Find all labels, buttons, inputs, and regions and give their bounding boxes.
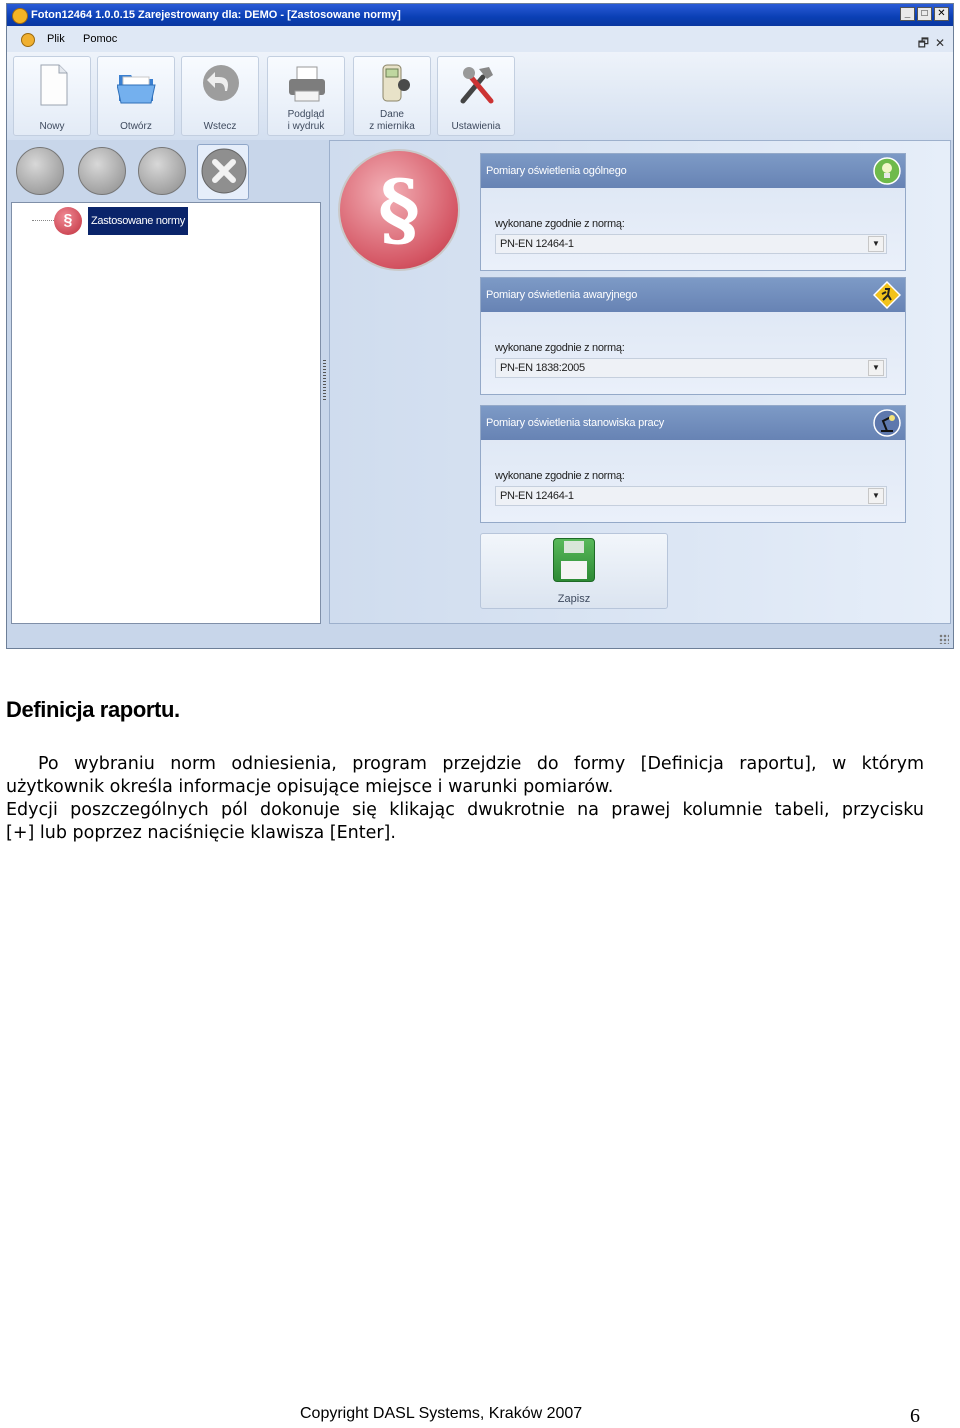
paragraph-seal-icon: §: [338, 149, 460, 271]
paragraph-line: Po wybraniu norm odniesienia, program przejdzie do formy [Definicja raportu], w którym: [38, 754, 924, 774]
group-title: Pomiary oświetlenia stanowiska pracy: [486, 417, 665, 429]
mdi-restore-icon[interactable]: 🗗: [917, 36, 929, 50]
floppy-disk-icon: [553, 538, 595, 582]
norm-select-value: PN-EN 12464-1: [500, 238, 574, 250]
meter-data-button[interactable]: [353, 56, 431, 136]
bulb-icon: [873, 157, 901, 185]
minimize-button[interactable]: _: [900, 7, 915, 21]
resize-grip[interactable]: [939, 634, 949, 644]
window-title: Foton12464 1.0.0.15 Zarejestrowany dla: DEMO - [Zastosowane normy]: [31, 9, 401, 21]
light-meter-icon: [373, 63, 413, 107]
norm-select-value: PN-EN 1838:2005: [500, 362, 585, 374]
paragraph-line: [+] lub poprzez naciśnięcie klawisza [Enter].: [6, 823, 396, 843]
paragraph-line: użytkownik określa informacje opisujące miejsce i warunki pomiarów.: [6, 777, 614, 797]
print-preview-label-1: Podgląd: [287, 109, 325, 120]
navigation-tree: [11, 202, 321, 624]
norm-label: wykonane zgodnie z normą:: [495, 342, 625, 354]
maximize-button[interactable]: □: [917, 7, 932, 21]
report-icon: [138, 147, 186, 195]
meter-data-label-2: z miernika: [369, 121, 415, 132]
norm-select-emergency[interactable]: [495, 358, 887, 378]
back-arrow-icon: [201, 63, 241, 107]
back-label: Wstecz: [203, 121, 237, 132]
save-label: Zapisz: [557, 593, 591, 605]
group-emergency-lighting: [480, 277, 906, 395]
group-header: [481, 154, 905, 188]
paragraph-intro: [6, 753, 924, 799]
group-title: Pomiary oświetlenia ogólnego: [486, 165, 627, 177]
tree-connector: [32, 220, 54, 221]
mdi-close-icon[interactable]: ✕: [934, 36, 945, 50]
meter-data-label-1: Dane: [380, 109, 404, 120]
group-general-lighting: [480, 153, 906, 271]
norm-select-value: PN-EN 12464-1: [500, 490, 574, 502]
norm-label: wykonane zgodnie z normą:: [495, 218, 625, 230]
menu-item-plik[interactable]: Plik: [47, 33, 65, 45]
dropdown-arrow-icon[interactable]: ▼: [868, 360, 884, 376]
splitter-grip: [323, 360, 326, 400]
norm-select-general[interactable]: [495, 234, 887, 254]
nav-close-button[interactable]: [197, 144, 249, 200]
menu-item-pomoc[interactable]: Pomoc: [83, 33, 118, 45]
home-icon: [78, 147, 126, 195]
app-menu-icon[interactable]: [21, 33, 35, 47]
dropdown-arrow-icon[interactable]: ▼: [868, 236, 884, 252]
folder-open-icon: [117, 63, 157, 107]
paragraph-line: Edycji poszczególnych pól dokonuje się klikając dwukrotnie na prawej kolumnie tabeli, przycisku: [6, 800, 924, 820]
navigation-bar: [7, 140, 323, 204]
norm-select-workstation[interactable]: [495, 486, 887, 506]
new-button[interactable]: [13, 56, 91, 136]
section-heading: Definicja raportu.: [6, 697, 180, 722]
new-document-icon: [33, 63, 73, 107]
group-header: [481, 406, 905, 440]
save-button[interactable]: [480, 533, 668, 609]
settings-label: Ustawienia: [451, 121, 501, 132]
open-button[interactable]: [97, 56, 175, 136]
group-header: [481, 278, 905, 312]
dropdown-arrow-icon[interactable]: ▼: [868, 488, 884, 504]
norms-panel: [329, 140, 951, 624]
toolbar: [7, 52, 953, 140]
print-preview-button[interactable]: [267, 56, 345, 136]
title-bar: [7, 4, 953, 26]
desk-lamp-icon: [873, 409, 901, 437]
group-workstation-lighting: [480, 405, 906, 523]
app-window: [6, 3, 954, 649]
group-title: Pomiary oświetlenia awaryjnego: [486, 289, 638, 301]
open-label: Otwórz: [120, 121, 152, 132]
page-number: 6: [910, 1405, 920, 1427]
menu-bar: [7, 26, 953, 52]
back-button[interactable]: [181, 56, 259, 136]
paragraph-icon: §: [54, 207, 82, 235]
nav-report-button[interactable]: [135, 144, 187, 200]
emergency-exit-icon: [873, 281, 901, 309]
norm-label: wykonane zgodnie z normą:: [495, 470, 625, 482]
printer-icon: [287, 63, 327, 107]
app-icon: [12, 8, 28, 24]
footer-copyright: Copyright DASL Systems, Kraków 2007: [300, 1405, 583, 1422]
paragraph-editing: [6, 799, 924, 845]
close-button[interactable]: ✕: [934, 7, 949, 21]
tools-icon: [457, 63, 497, 107]
tree-item-applied-norms[interactable]: Zastosowane normy: [88, 207, 188, 235]
new-label: Nowy: [39, 121, 65, 132]
nav-home-button[interactable]: [75, 144, 127, 200]
close-circle-icon: [201, 148, 247, 194]
splitter[interactable]: [321, 140, 329, 628]
settings-button[interactable]: [437, 56, 515, 136]
norms-icon: [16, 147, 64, 195]
print-preview-label-2: i wydruk: [287, 121, 325, 132]
nav-norms-button[interactable]: [13, 144, 65, 200]
